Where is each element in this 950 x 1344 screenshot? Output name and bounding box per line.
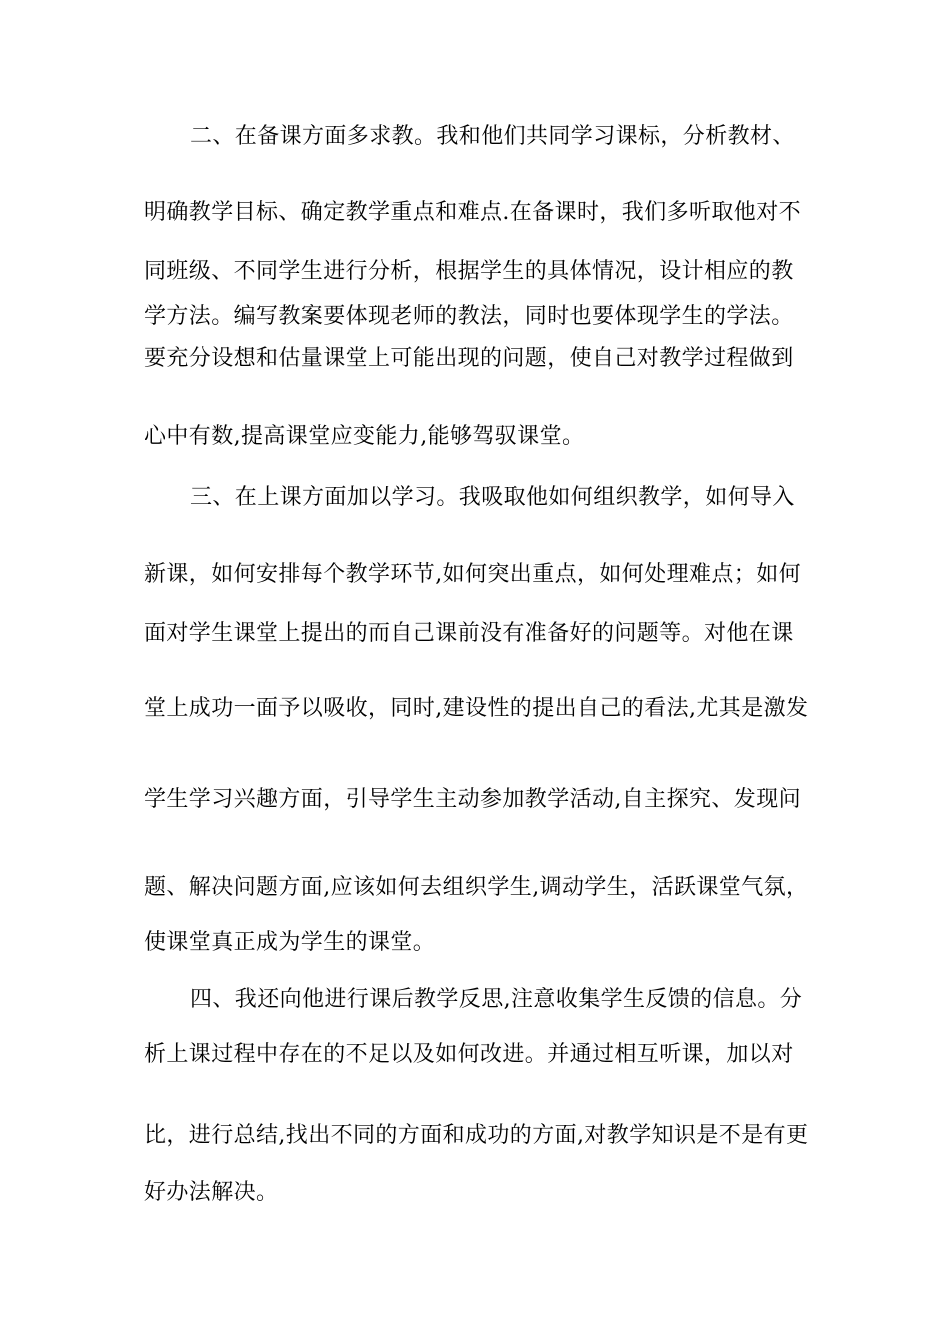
text-line: 四、我还向他进行课后教学反思,注意收集学生反馈的信息。分 (190, 987, 803, 1012)
text-line: 学方法。编写教案要体现老师的教法，同时也要体现学生的学法。 (144, 304, 794, 329)
text-line: 二、在备课方面多求教。我和他们共同学习课标，分析教材、 (190, 124, 795, 149)
text-line: 三、在上课方面加以学习。我吸取他如何组织教学，如何导入 (190, 485, 795, 510)
text-line: 堂上成功一面予以吸收，同时,建设性的提出自己的看法,尤其是激发 (144, 696, 809, 721)
text-line: 使课堂真正成为学生的课堂。 (144, 930, 436, 955)
text-line: 析上课过程中存在的不足以及如何改进。并通过相互听课，加以对 (144, 1042, 794, 1067)
text-line: 同班级、不同学生进行分析，根据学生的具体情况，设计相应的教 (144, 259, 794, 284)
text-line: 比，进行总结,找出不同的方面和成功的方面,对教学知识是不是有更 (144, 1123, 809, 1148)
text-line: 学生学习兴趣方面，引导学生主动参加教学活动,自主探究、发现问 (144, 787, 801, 812)
text-line: 好办法解决。 (144, 1180, 279, 1205)
text-line: 要充分设想和估量课堂上可能出现的问题，使自己对教学过程做到 (144, 346, 794, 371)
text-line: 题、解决问题方面,应该如何去组织学生,调动学生，活跃课堂气氛， (144, 875, 809, 900)
text-line: 新课，如何安排每个教学环节,如何突出重点，如何处理难点；如何 (144, 562, 801, 587)
text-line: 面对学生课堂上提出的而自己课前没有准备好的问题等。对他在课 (144, 621, 794, 646)
text-line: 心中有数,提高课堂应变能力,能够驾驭课堂。 (144, 424, 585, 449)
text-line: 明确教学目标、确定教学重点和难点.在备课时，我们多听取他对不 (144, 200, 801, 225)
